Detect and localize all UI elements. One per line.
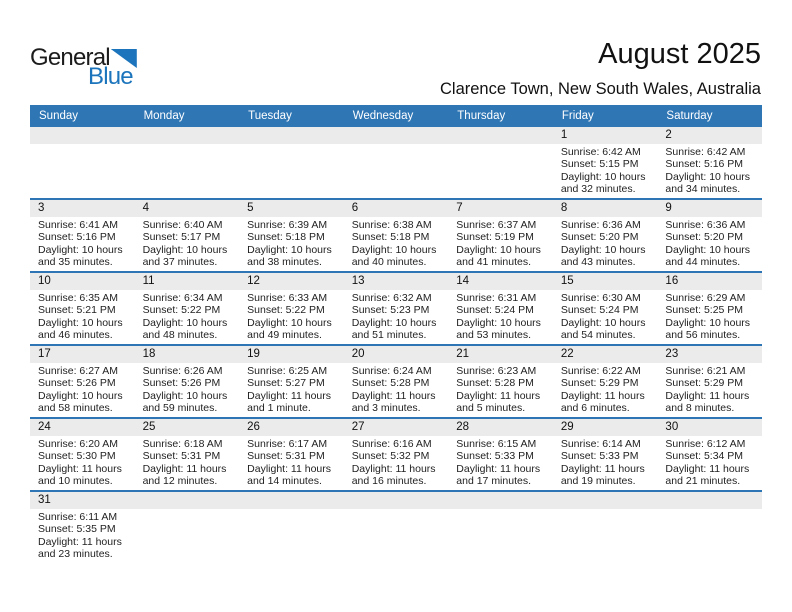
day-number: 3: [38, 202, 45, 214]
sunset-line: Sunset: 5:29 PM: [560, 377, 639, 390]
sunrise-line: Sunrise: 6:29 AM: [665, 292, 746, 304]
day-cell: [657, 509, 762, 563]
day-number: [553, 492, 658, 509]
day-number: 21: [456, 348, 470, 360]
sunset-line: Sunset: 5:17 PM: [142, 231, 221, 244]
day-header-sunday: Sunday: [39, 110, 79, 122]
sunrise-line: Sunrise: 6:38 AM: [351, 219, 432, 231]
day-number: [448, 492, 553, 509]
sunset-line: Sunset: 5:18 PM: [247, 231, 325, 244]
sunrise-line: Sunrise: 6:37 AM: [456, 219, 537, 231]
daylight-line: Daylight: 11 hours and 16 minutes.: [351, 462, 436, 488]
daylight-line: Daylight: 10 hours and 54 minutes.: [560, 316, 646, 342]
day-cell: [553, 144, 658, 198]
daylight-line: Daylight: 10 hours and 35 minutes.: [38, 243, 123, 269]
daylight-line: Daylight: 10 hours and 41 minutes.: [456, 243, 541, 269]
day-cell: [344, 217, 449, 271]
daylight-line: Daylight: 11 hours and 14 minutes.: [247, 462, 331, 488]
day-cell: [239, 436, 344, 490]
sunrise-line: Sunrise: 6:16 AM: [351, 438, 432, 450]
day-number: 18: [142, 348, 156, 360]
day-cell: [135, 290, 240, 344]
week-content-row: [30, 436, 762, 490]
day-cell: [657, 144, 762, 198]
day-cell: [135, 363, 240, 417]
sunrise-line: Sunrise: 6:23 AM: [456, 365, 537, 377]
day-cell: [344, 436, 449, 490]
sunrise-line: Sunrise: 6:12 AM: [665, 438, 746, 450]
day-cell: [344, 144, 449, 198]
sunrise-line: Sunrise: 6:36 AM: [560, 219, 641, 231]
day-number: 22: [560, 348, 574, 360]
sunset-line: Sunset: 5:32 PM: [351, 450, 430, 463]
day-number: 7: [456, 202, 463, 214]
sunset-line: Sunset: 5:34 PM: [665, 450, 744, 463]
logo-general-text: General: [30, 44, 110, 71]
day-cell: [30, 290, 135, 344]
day-number: 1: [560, 129, 568, 141]
page-subtitle: Clarence Town, New South Wales, Australia: [440, 80, 761, 98]
sunset-line: Sunset: 5:26 PM: [142, 377, 221, 390]
page-title: August 2025: [598, 38, 761, 70]
sunrise-line: Sunrise: 6:25 AM: [247, 365, 328, 377]
sunset-line: Sunset: 5:24 PM: [560, 304, 639, 317]
sunset-line: Sunset: 5:30 PM: [38, 450, 116, 463]
daylight-line: Daylight: 10 hours and 37 minutes.: [142, 243, 228, 269]
day-number: [30, 127, 135, 144]
sunset-line: Sunset: 5:31 PM: [247, 450, 325, 463]
daylight-line: Daylight: 11 hours and 12 minutes.: [142, 462, 227, 488]
day-number: 26: [247, 421, 260, 433]
week-content-row: [30, 363, 762, 417]
day-number: [135, 127, 240, 144]
sunrise-line: Sunrise: 6:39 AM: [247, 219, 328, 231]
sunset-line: Sunset: 5:29 PM: [665, 377, 744, 390]
logo-blue-text: Blue: [88, 63, 133, 90]
daylight-line: Daylight: 10 hours and 51 minutes.: [351, 316, 437, 342]
day-cell: [344, 509, 449, 563]
day-cell: [30, 436, 135, 490]
daylight-line: Daylight: 11 hours and 17 minutes.: [456, 462, 541, 488]
sunset-line: Sunset: 5:24 PM: [456, 304, 534, 317]
day-number: [344, 127, 449, 144]
daylight-line: Daylight: 10 hours and 56 minutes.: [665, 316, 751, 342]
day-cell: [553, 436, 658, 490]
day-number: 17: [38, 348, 51, 360]
sunset-line: Sunset: 5:16 PM: [38, 231, 116, 244]
week-row: [30, 273, 762, 346]
sunset-line: Sunset: 5:15 PM: [560, 158, 639, 171]
sunset-line: Sunset: 5:28 PM: [456, 377, 534, 390]
day-cell: [344, 363, 449, 417]
day-cell: [239, 217, 344, 271]
week-row: [30, 200, 762, 273]
calendar-table: [30, 105, 762, 563]
day-cell: [448, 290, 553, 344]
sunrise-line: Sunrise: 6:34 AM: [142, 292, 223, 304]
sunset-line: Sunset: 5:26 PM: [38, 377, 116, 390]
day-number: 2: [665, 129, 672, 141]
day-cell: [657, 217, 762, 271]
day-cell: [239, 290, 344, 344]
day-cell: [448, 144, 553, 198]
week-row: [30, 492, 762, 563]
sunrise-line: Sunrise: 6:18 AM: [142, 438, 223, 450]
day-number: 8: [560, 202, 568, 214]
day-number: [657, 492, 762, 509]
day-number: 9: [665, 202, 672, 214]
day-cell: [30, 144, 135, 198]
sunset-line: Sunset: 5:22 PM: [142, 304, 221, 317]
sunrise-line: Sunrise: 6:31 AM: [456, 292, 537, 304]
sunrise-line: Sunrise: 6:42 AM: [665, 146, 746, 158]
daylight-line: Daylight: 10 hours and 44 minutes.: [665, 243, 751, 269]
day-cell: [553, 217, 658, 271]
daylight-line: Daylight: 10 hours and 38 minutes.: [247, 243, 332, 269]
day-cell: [448, 363, 553, 417]
daylight-line: Daylight: 10 hours and 43 minutes.: [560, 243, 646, 269]
daylight-line: Daylight: 11 hours and 19 minutes.: [560, 462, 645, 488]
day-cell: [30, 217, 135, 271]
day-header-monday: Monday: [143, 110, 185, 122]
week-row: [30, 419, 762, 492]
week-content-row: [30, 290, 762, 344]
sunset-line: Sunset: 5:25 PM: [665, 304, 744, 317]
sunrise-line: Sunrise: 6:17 AM: [247, 438, 328, 450]
day-header-wednesday: Wednesday: [352, 110, 414, 122]
day-number: [239, 492, 344, 509]
sunrise-line: Sunrise: 6:33 AM: [247, 292, 328, 304]
day-number: 19: [247, 348, 260, 360]
daylight-line: Daylight: 11 hours and 1 minute.: [247, 389, 331, 415]
date-number-strip: [30, 200, 762, 217]
sunset-line: Sunset: 5:18 PM: [351, 231, 430, 244]
sunrise-line: Sunrise: 6:11 AM: [38, 511, 118, 523]
daylight-line: Daylight: 10 hours and 46 minutes.: [38, 316, 123, 342]
daylight-line: Daylight: 10 hours and 32 minutes.: [560, 170, 646, 196]
daylight-line: Daylight: 11 hours and 3 minutes.: [351, 389, 436, 415]
sunrise-line: Sunrise: 6:27 AM: [38, 365, 118, 377]
day-cell: [553, 363, 658, 417]
sunset-line: Sunset: 5:33 PM: [456, 450, 534, 463]
date-number-strip: [30, 419, 762, 436]
date-number-strip: [30, 127, 762, 144]
day-number: 29: [560, 421, 574, 433]
date-number-strip: [30, 273, 762, 290]
day-number: 20: [351, 348, 365, 360]
day-number: [448, 127, 553, 144]
sunset-line: Sunset: 5:20 PM: [560, 231, 639, 244]
sunset-line: Sunset: 5:20 PM: [665, 231, 744, 244]
day-cell: [135, 509, 240, 563]
daylight-line: Daylight: 11 hours and 21 minutes.: [665, 462, 750, 488]
sunset-line: Sunset: 5:35 PM: [38, 523, 116, 536]
sunrise-line: Sunrise: 6:36 AM: [665, 219, 746, 231]
sunrise-line: Sunrise: 6:42 AM: [560, 146, 641, 158]
day-number: 12: [247, 275, 260, 287]
week-content-row: [30, 509, 762, 563]
day-number: 5: [247, 202, 254, 214]
day-cell: [239, 509, 344, 563]
sunrise-line: Sunrise: 6:20 AM: [38, 438, 118, 450]
day-number: 24: [38, 421, 51, 433]
day-number: [239, 127, 344, 144]
day-number: 28: [456, 421, 470, 433]
sunrise-line: Sunrise: 6:32 AM: [351, 292, 432, 304]
week-content-row: [30, 144, 762, 198]
date-number-strip: [30, 346, 762, 363]
daylight-line: Daylight: 11 hours and 10 minutes.: [38, 462, 122, 488]
day-number: 10: [38, 275, 51, 287]
daylight-line: Daylight: 11 hours and 8 minutes.: [665, 389, 750, 415]
general-blue-logo: [30, 46, 137, 88]
day-number: 30: [665, 421, 679, 433]
day-number: 16: [665, 275, 679, 287]
sunset-line: Sunset: 5:19 PM: [456, 231, 534, 244]
calendar-weeks: [30, 127, 762, 563]
day-number: 6: [351, 202, 359, 214]
daylight-line: Daylight: 10 hours and 59 minutes.: [142, 389, 228, 415]
day-header-friday: Friday: [561, 110, 594, 122]
sunrise-line: Sunrise: 6:40 AM: [142, 219, 223, 231]
day-number: 4: [142, 202, 149, 214]
day-cell: [448, 217, 553, 271]
daylight-line: Daylight: 10 hours and 34 minutes.: [665, 170, 751, 196]
day-cell: [448, 509, 553, 563]
day-cell: [135, 217, 240, 271]
week-content-row: [30, 217, 762, 271]
daylight-line: Daylight: 10 hours and 48 minutes.: [142, 316, 228, 342]
day-header-tuesday: Tuesday: [248, 110, 292, 122]
sunrise-line: Sunrise: 6:24 AM: [351, 365, 432, 377]
sunrise-line: Sunrise: 6:14 AM: [560, 438, 641, 450]
day-header-saturday: Saturday: [666, 110, 713, 122]
day-number: 25: [142, 421, 156, 433]
day-number: 15: [560, 275, 574, 287]
date-number-strip: [30, 492, 762, 509]
day-cell: [344, 290, 449, 344]
sunrise-line: Sunrise: 6:15 AM: [456, 438, 537, 450]
sunset-line: Sunset: 5:28 PM: [351, 377, 430, 390]
day-cell: [657, 363, 762, 417]
sunrise-line: Sunrise: 6:35 AM: [38, 292, 118, 304]
daylight-line: Daylight: 10 hours and 53 minutes.: [456, 316, 541, 342]
day-number: 14: [456, 275, 470, 287]
day-cell: [30, 363, 135, 417]
sunrise-line: Sunrise: 6:30 AM: [560, 292, 641, 304]
sunset-line: Sunset: 5:27 PM: [247, 377, 325, 390]
day-number: 31: [38, 494, 51, 506]
daylight-line: Daylight: 11 hours and 6 minutes.: [560, 389, 645, 415]
sunset-line: Sunset: 5:16 PM: [665, 158, 744, 171]
daylight-line: Daylight: 10 hours and 49 minutes.: [247, 316, 332, 342]
day-cell: [239, 363, 344, 417]
sunset-line: Sunset: 5:33 PM: [560, 450, 639, 463]
day-cell: [448, 436, 553, 490]
day-number: [344, 492, 449, 509]
week-row: [30, 346, 762, 419]
day-header-thursday: Thursday: [457, 110, 506, 122]
sunrise-line: Sunrise: 6:26 AM: [142, 365, 223, 377]
day-cell: [553, 290, 658, 344]
day-cell: [30, 509, 135, 563]
daylight-line: Daylight: 11 hours and 5 minutes.: [456, 389, 541, 415]
day-cell: [553, 509, 658, 563]
day-cell: [135, 436, 240, 490]
sunrise-line: Sunrise: 6:22 AM: [560, 365, 641, 377]
sunset-line: Sunset: 5:23 PM: [351, 304, 430, 317]
week-row: [30, 127, 762, 200]
day-cell: [239, 144, 344, 198]
daylight-line: Daylight: 10 hours and 40 minutes.: [351, 243, 437, 269]
sunrise-line: Sunrise: 6:41 AM: [38, 219, 118, 231]
sunset-line: Sunset: 5:31 PM: [142, 450, 221, 463]
day-cell: [135, 144, 240, 198]
day-cell: [657, 290, 762, 344]
daylight-line: Daylight: 11 hours and 23 minutes.: [38, 535, 122, 561]
day-number: 23: [665, 348, 679, 360]
daylight-line: Daylight: 10 hours and 58 minutes.: [38, 389, 123, 415]
sunset-line: Sunset: 5:21 PM: [38, 304, 116, 317]
day-number: [135, 492, 240, 509]
day-number: 13: [351, 275, 365, 287]
day-header-row: [30, 105, 762, 127]
sunrise-line: Sunrise: 6:21 AM: [665, 365, 746, 377]
day-number: 27: [351, 421, 365, 433]
day-number: 11: [142, 275, 155, 287]
day-cell: [657, 436, 762, 490]
sunset-line: Sunset: 5:22 PM: [247, 304, 325, 317]
